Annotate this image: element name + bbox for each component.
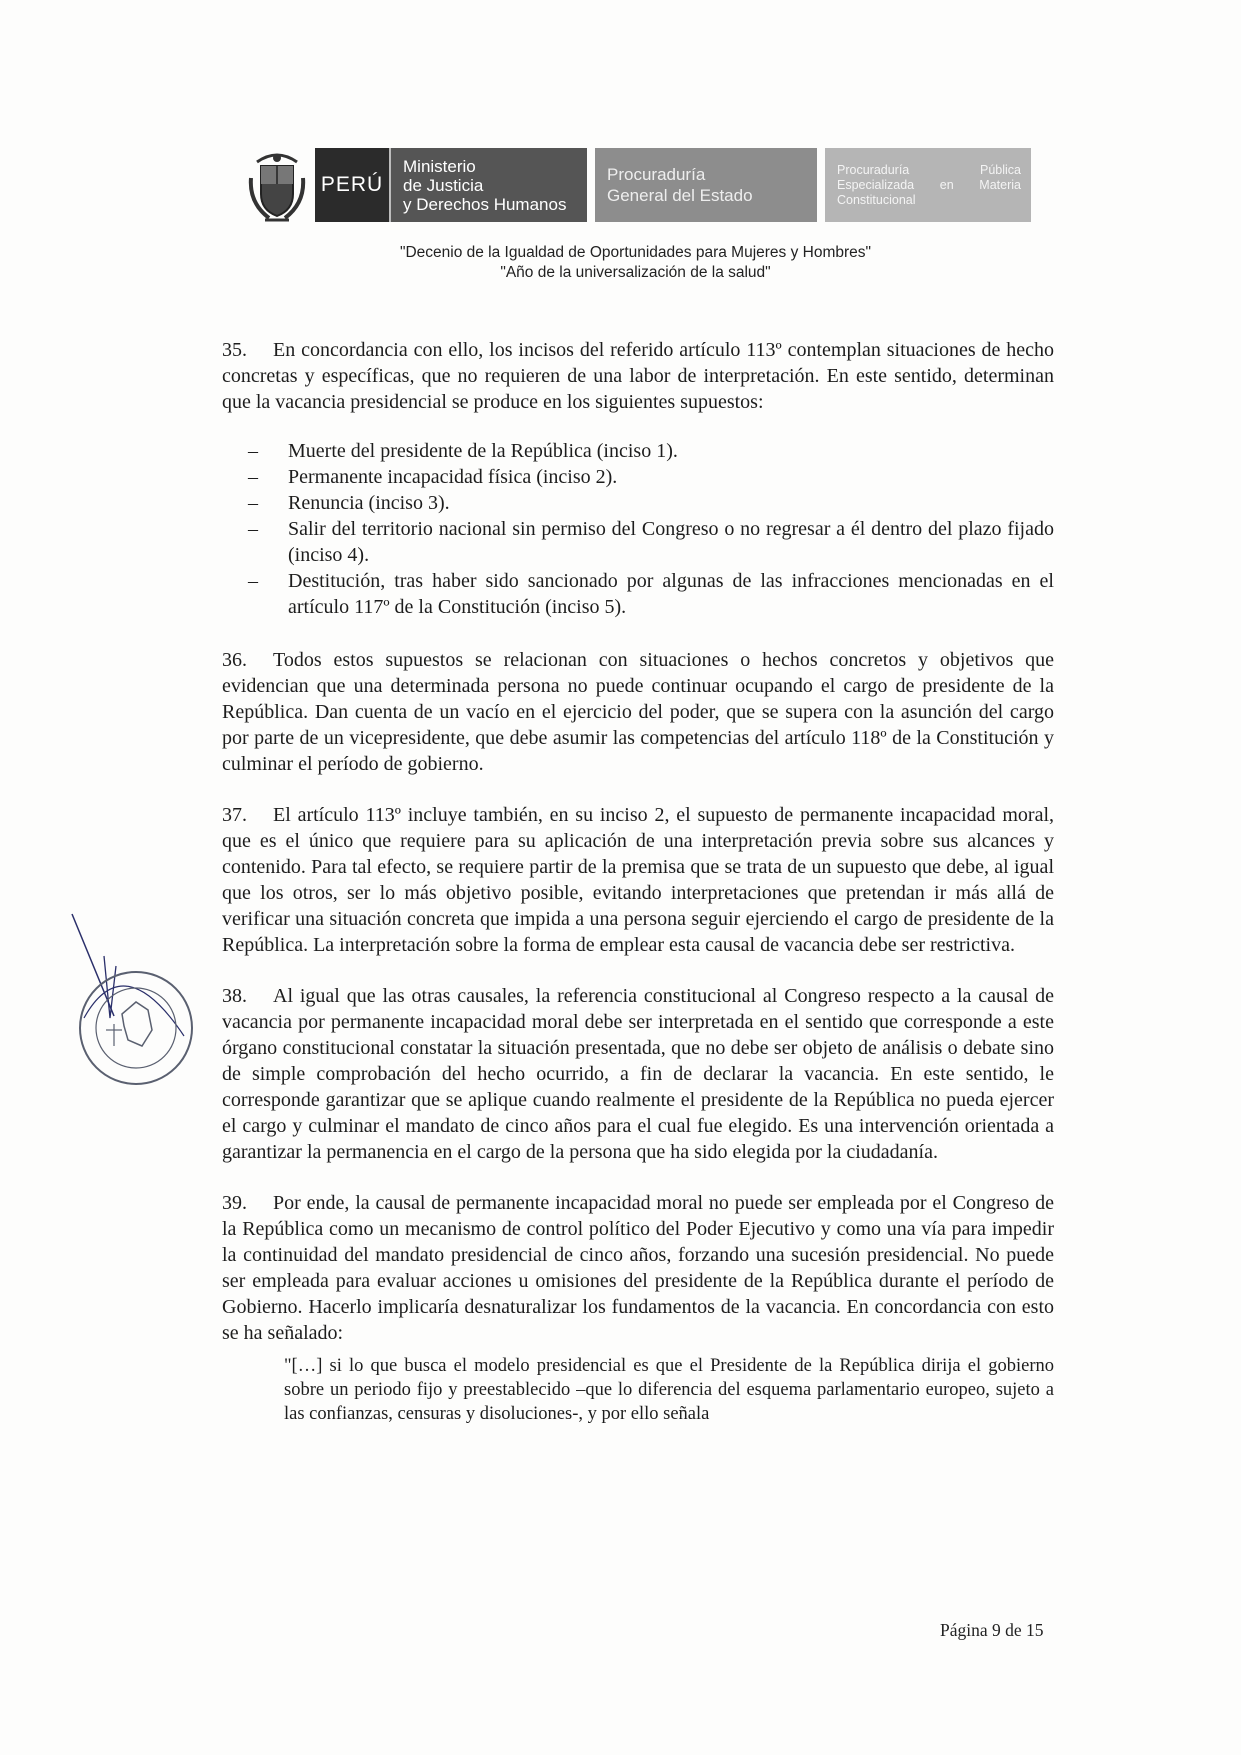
ministry-line-3: y Derechos Humanos xyxy=(403,194,567,214)
pe-word: Materia xyxy=(979,177,1021,192)
peru-band xyxy=(315,148,391,222)
paragraph-36 xyxy=(222,647,1054,777)
vacancy-list xyxy=(222,438,1054,620)
page-number: Página 9 de 15 xyxy=(940,1620,1044,1640)
procuraduria-line-1: Procuraduría xyxy=(607,165,706,184)
pe-word: Procuraduría xyxy=(837,162,910,177)
paragraph-number: 35. xyxy=(222,339,247,361)
procuraduria-line-2: General del Estado xyxy=(607,186,753,205)
paragraph-number: 36. xyxy=(222,649,247,671)
paragraph-35 xyxy=(222,337,1054,415)
paragraph-number: 38. xyxy=(222,985,247,1007)
body-text xyxy=(222,337,1054,1426)
paragraph-text: Todos estos supuestos se relacionan con situaciones o hechos concretos y objetivos que evidencian que una determinada persona no puede continuar ocupando el cargo de presidente de la República. Dan cuenta de un vacío en el ejercicio del poder, que se supera con la asunción del cargo por parte de un vicepresidente, que debe asumir las competencias del artículo 118º de la Constitución y culminar el período de gobierno. xyxy=(222,649,1054,775)
letterhead xyxy=(247,148,1031,228)
paragraph-39 xyxy=(222,1190,1054,1346)
paragraph-number: 39. xyxy=(222,1192,247,1214)
list-item: – Renuncia (inciso 3). xyxy=(270,490,1054,516)
procuraduria-band xyxy=(595,148,817,222)
paragraph-38 xyxy=(222,983,1054,1165)
pe-word: en xyxy=(939,177,954,192)
official-seal-stamp-icon xyxy=(44,906,194,1116)
mottos xyxy=(0,243,1241,283)
paragraph-text: El artículo 113º incluye también, en su inciso 2, el supuesto de permanente incapacidad moral, que es el único que requiere para su aplicación de una interpretación previa sobre sus alcances y contenido. Para tal efecto, se requiere partir de la premisa que se trata de un supuesto que debe, al igual que los otros, ser lo más objetivo posible, evitando interpretaciones que pretendan ir más allá de verificar una situación concreta que impida a una persona seguir ejerciendo el cargo de presidente de la República. La interpretación sobre la forma de emplear esta causal de vacancia debe ser restrictiva. xyxy=(222,804,1054,956)
motto-decenio: "Decenio de la Igualdad de Oportunidades para Mujeres y Hombres" xyxy=(399,244,872,261)
list-item: – Salir del territorio nacional sin permiso del Congreso o no regresar a él dentro del plazo fijado (inciso 4). xyxy=(270,516,1054,568)
procuraduria-especializada-band xyxy=(825,148,1031,222)
motto-anio: "Año de la universalización de la salud" xyxy=(500,264,771,281)
paragraph-text: Por ende, la causal de permanente incapacidad moral no puede ser empleada por el Congreso de la República como un mecanismo de control político del Poder Ejecutivo y como una vía para impedir la continuidad del mandato presidencial de cinco años, forzando una sucesión presidencial. No puede ser empleada para evaluar acciones u omisiones del presidente de la República durante el período de Gobierno. Hacerlo implicaría desnaturalizar los fundamentos de la vacancia. En concordancia con esto se ha señalado: xyxy=(222,1192,1054,1344)
list-item: – Permanente incapacidad física (inciso 2). xyxy=(270,464,1054,490)
paragraph-number: 37. xyxy=(222,804,247,826)
paragraph-37 xyxy=(222,802,1054,958)
pe-word: Especializada xyxy=(837,177,915,192)
ministry-line-2: de Justicia xyxy=(403,175,484,195)
quotation: "[…] si lo que busca el modelo presidencial es que el Presidente de la República dirija el gobierno sobre un periodo fijo y preestablecido –que lo diferencia del esquema parlamentario europeo, sujeto a las confianzas, censuras y disoluciones-, y por ello señala xyxy=(284,1356,1054,1424)
country-name: PERÚ xyxy=(320,173,384,196)
pe-word: Constitucional xyxy=(837,192,916,207)
paragraph-text: En concordancia con ello, los incisos del referido artículo 113º contemplan situaciones de hecho concretas y específicas, que no requieren de una labor de interpretación. En este sentido, determinan que la vacancia presidencial se produce en los siguientes supuestos: xyxy=(222,339,1054,413)
list-item: – Destitución, tras haber sido sancionado por algunas de las infracciones mencionadas en el artículo 117º de la Constitución (inciso 5). xyxy=(270,568,1054,620)
peru-coat-of-arms-icon xyxy=(247,148,307,226)
list-item: – Muerte del presidente de la República (inciso 1). xyxy=(270,438,1054,464)
ministry-line-1: Ministerio xyxy=(403,156,476,176)
ministry-band xyxy=(391,148,587,222)
paragraph-text: Al igual que las otras causales, la referencia constitucional al Congreso respecto a la causal de vacancia por permanente incapacidad moral debe ser interpretada en el sentido que corresponde a este órgano constitucional constatar la situación presentada, que no debe ser objeto de análisis o debate sino de simple comprobación del hecho ocurrido, a fin de declarar la vacancia. En este sentido, le corresponde garantizar que se aplique cuando realmente el presidente de la República no pueda ejercer el cargo y culminar el mandato de cinco años para el cual fue elegido. Es una intervención orientada a garantizar la permanencia en el cargo de la persona que ha sido elegida por la ciudadanía. xyxy=(222,985,1054,1163)
pe-word: Pública xyxy=(980,162,1021,177)
